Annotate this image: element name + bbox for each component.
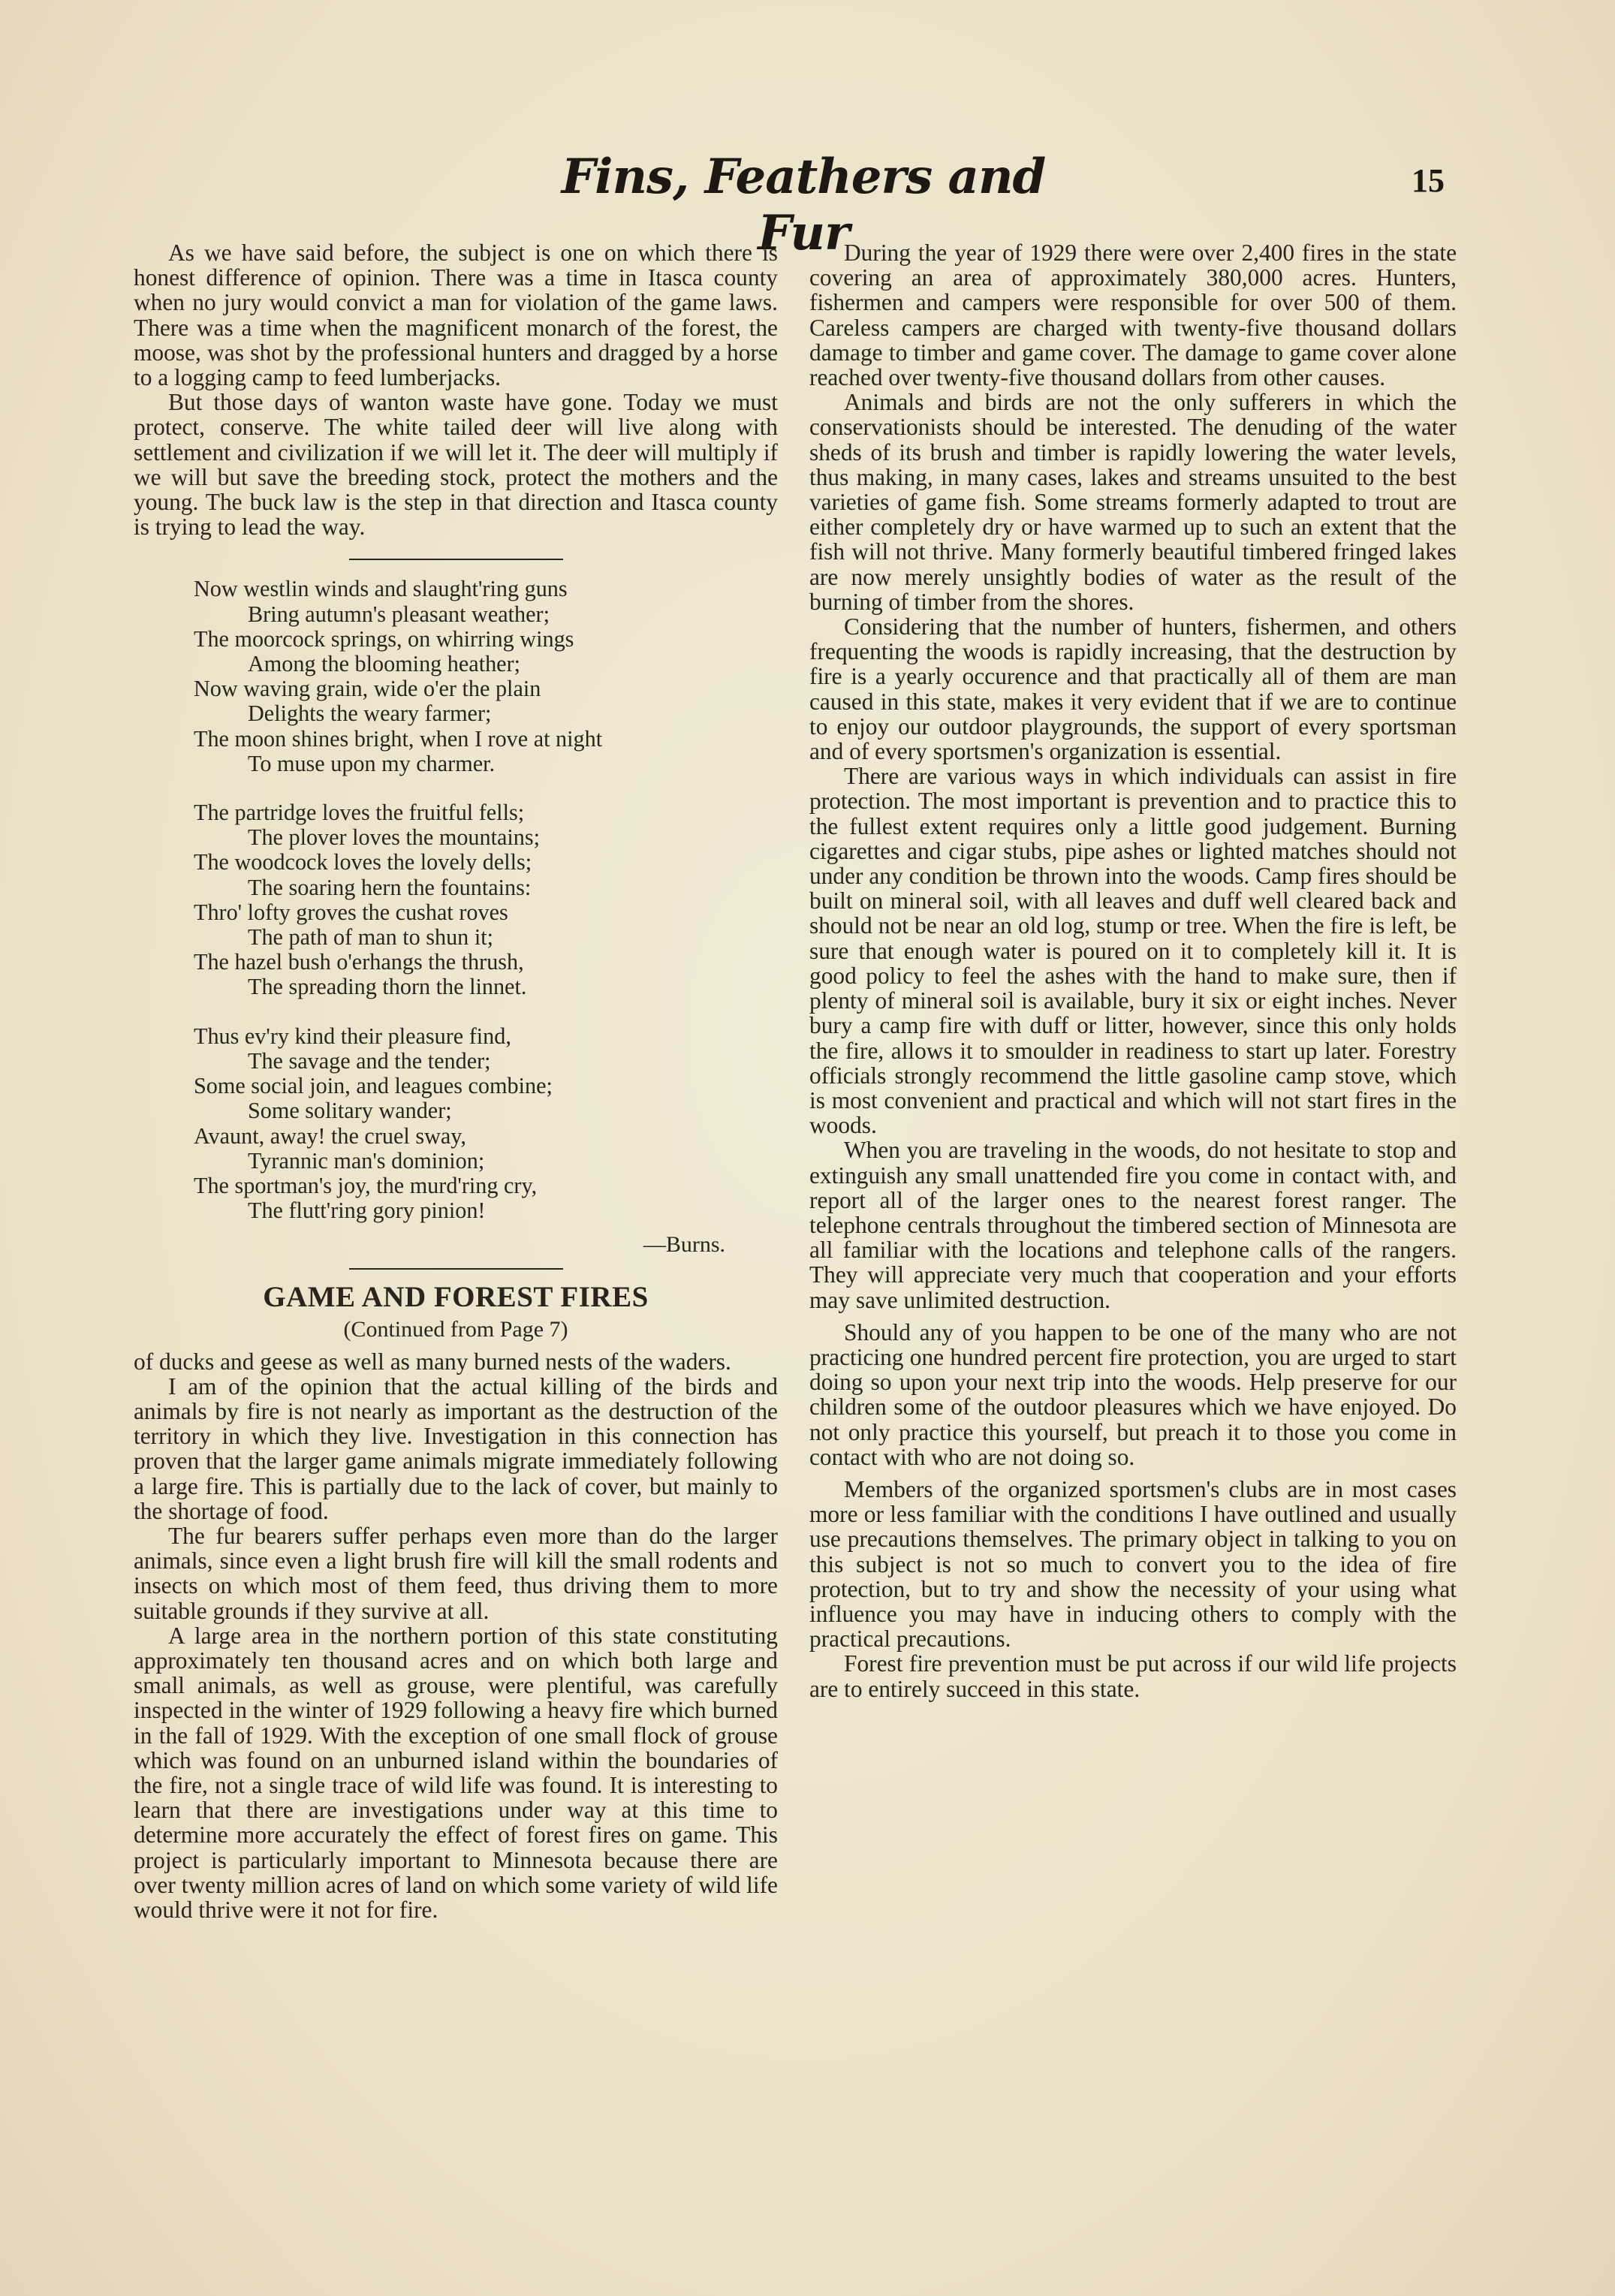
poem-line: Thro' lofty groves the cushat roves xyxy=(194,899,508,925)
poem-line: The sportman's joy, the murd'ring cry, xyxy=(194,1172,538,1198)
divider-rule xyxy=(349,559,563,560)
right-column xyxy=(809,240,1457,1701)
right-paragraph-2: Animals and birds are not the only sufferers in which the conservationists should be interested. The denuding of the water sheds of its brush and timber is rapidly lowering the water levels, thus making, in many cases, lakes and streams unsuited to the best varieties of game fish. Some streams formerly adapted to trout are either completely dry or have warmed up to such an extent that the fish will not thrive. Many formerly beautiful timbered fringed lakes are now merely unsightly bodies of water as the result of the burning of timber from the shores. xyxy=(809,389,1457,615)
poem-line: Some solitary wander; xyxy=(248,1098,452,1124)
right-paragraph-3: Considering that the number of hunters, fishermen, and others frequenting the woods is rapidly increasing, that the destruction by fire is a yearly occurence and that practically all of them are man caused in this state, makes it very evident that if we are to continue to enjoy our outdoor playgrounds, the support of every sportsman and of every sportsmen's organization is essential. xyxy=(809,613,1457,765)
divider-rule xyxy=(349,1268,563,1270)
left-paragraph-5: The fur bearers suffer perhaps even more than do the larger animals, since even a light brush fire will kill the small rodents and insects on which most of them feed, thus driving them to more suitable grounds if they survive at all. xyxy=(134,1522,778,1624)
poem-line: The path of man to shun it; xyxy=(248,924,493,951)
right-paragraph-8: Forest fire prevention must be put across if our wild life projects are to entirely succeed in this state. xyxy=(809,1650,1457,1702)
poem-line: The hazel bush o'erhangs the thrush, xyxy=(194,949,524,975)
poem-line: Avaunt, away! the cruel sway, xyxy=(194,1122,466,1149)
right-paragraph-7: Members of the organized sportsmen's clubs are in most cases more or less familiar with the conditions I have outlined and usually use precautions themselves. The primary object in talking to you on this subject is not so much to convert you to the idea of fire protection, but to try and show the necessity of your using what influence you may have in inducing others to comply with the practical precautions. xyxy=(809,1475,1457,1653)
left-paragraph-1: As we have said before, the subject is one on which there is honest difference of opinion. There was a time in Itasca county when no jury would convict a man for violation of the game laws. There was a time when the magnificent monarch of the forest, the moose, was shot by the professional hunters and dragged by a horse to a logging camp to feed lumberjacks. xyxy=(134,240,778,391)
right-paragraph-6: Should any of you happen to be one of the many who are not practicing one hundred percent fire protection, you are urged to start doing so upon your next trip into the woods. Help preserve for our children some of the outdoor pleasures which we have enjoyed. Do not only practice this yourself, but preach it to those you come in contact with who are not doing so. xyxy=(809,1318,1457,1470)
right-paragraph-5: When you are traveling in the woods, do not hesitate to stop and extinguish any small unattended fire you come in contact with, and report all of the larger ones to the nearest forest ranger. The telephone centrals throughout the timbered section of Minnesota are all familiar with the locations and telephone calls of the rangers. They will appreciate very much that cooperation and your efforts may save unlimited destruction. xyxy=(809,1137,1457,1313)
poem-stanza-1 xyxy=(194,577,778,776)
poem-line: The spreading thorn the linnet. xyxy=(248,974,527,1000)
poem-line: The moon shines bright, when I rove at night xyxy=(194,725,603,752)
right-paragraph-4: There are various ways in which individuals can assist in fire protection. The most important is prevention and to practice this to the fullest extent requires only a little good judgement. Burning cigarettes and cigar stubs, pipe ashes or lighted matches should not under any condition be thrown into the woods. Camp fires should be built on mineral soil, with all leaves and duff well cleared back and should not be near an old log, stump or tree. When the fire is left, be sure that enough water is poured on it to completely kill it. It is good policy to feel the ashes with the hand to make sure, then if plenty of mineral soil is available, bury it six or eight inches. Never bury a camp fire with duff or litter, however, since this only holds the fire, allows it to smoulder in readiness to start up later. Forestry officials strongly recommend the little gasoline camp stove, which is most convenient and practical and which will not start fires in the woods. xyxy=(809,763,1457,1139)
poem-line: The partridge loves the fruitful fells; xyxy=(194,800,525,826)
masthead-title: Fins, Feathers and Fur xyxy=(561,149,1046,261)
poem-line: The woodcock loves the lovely dells; xyxy=(194,849,532,875)
poem-line: Thus ev'ry kind their pleasure find, xyxy=(194,1023,511,1049)
poem-stanza-3 xyxy=(194,1024,778,1224)
left-paragraph-4: I am of the opinion that the actual killing of the birds and animals by fire is not nearly as important as the destruction of the territory in which they live. Investigation in this connection has proven that the larger game animals migrate immediately following a large fire. This is partially due to the lack of cover, but mainly to the shortage of food. xyxy=(134,1372,778,1524)
poem-line: Now waving grain, wide o'er the plain xyxy=(194,676,541,702)
left-paragraph-3: of ducks and geese as well as many burned nests of the waders. xyxy=(134,1348,731,1375)
left-column xyxy=(134,240,778,1922)
poem-line: The soaring hern the fountains: xyxy=(248,874,532,900)
left-paragraph-2: But those days of wanton waste have gone. Today we must protect, conserve. The white tailed deer will live along with settlement and civilization if we will let it. The deer will multiply if we will but save the breeding stock, protect the mothers and the young. The buck law is the step in that direction and Itasca county is trying to lead the way. xyxy=(134,389,778,541)
poem-line: Some social join, and leagues combine; xyxy=(194,1073,553,1099)
poem-line: To muse upon my charmer. xyxy=(248,750,496,776)
poem-line: Tyrannic man's dominion; xyxy=(248,1147,485,1174)
poem xyxy=(134,577,778,1257)
poem-line: The plover loves the mountains; xyxy=(248,824,541,851)
poem-stanza-2 xyxy=(194,800,778,1000)
section-title: GAME AND FOREST FIRES xyxy=(263,1280,649,1313)
poem-line: Now westlin winds and slaught'ring guns xyxy=(194,576,568,602)
poem-line: The savage and the tender; xyxy=(248,1047,491,1074)
section-subtitle: (Continued from Page 7) xyxy=(343,1316,568,1342)
page-number: 15 xyxy=(1412,162,1445,199)
left-paragraph-6: A large area in the northern portion of this state constituting approximately ten thousand acres and on which both large and small animals, as well as grouse, were plentiful, was carefully inspected in the winter of 1929 following a heavy fire which burned in the fall of 1929. With the exception of one small flock of grouse which was found on an unburned island within the boundaries of the fire, not a single trace of wild life was found. It is interesting to learn that there are investigations under way at this time to determine more accurately the effect of forest fires on game. This project is particularly important to Minnesota because there are over twenty million acres of land on which some variety of wild life would thrive were it not for fire. xyxy=(134,1622,778,1923)
poem-line: The moorcock springs, on whirring wings xyxy=(194,625,574,652)
poem-line: Among the blooming heather; xyxy=(248,651,521,677)
poem-line: Delights the weary farmer; xyxy=(248,701,492,727)
poem-line: The flutt'ring gory pinion! xyxy=(248,1198,486,1224)
poem-attribution: —Burns. xyxy=(643,1232,725,1258)
right-paragraph-1: During the year of 1929 there were over 2,400 fires in the state covering an area of approximately 380,000 acres. Hunters, fishermen and campers were responsible for over 500 of them. Careless campers are charged with twenty-five thousand dollars damage to timber and game cover. The damage to game cover alone reached over twenty-five thousand dollars from other causes. xyxy=(809,240,1457,391)
poem-line: Bring autumn's pleasant weather; xyxy=(248,601,550,627)
